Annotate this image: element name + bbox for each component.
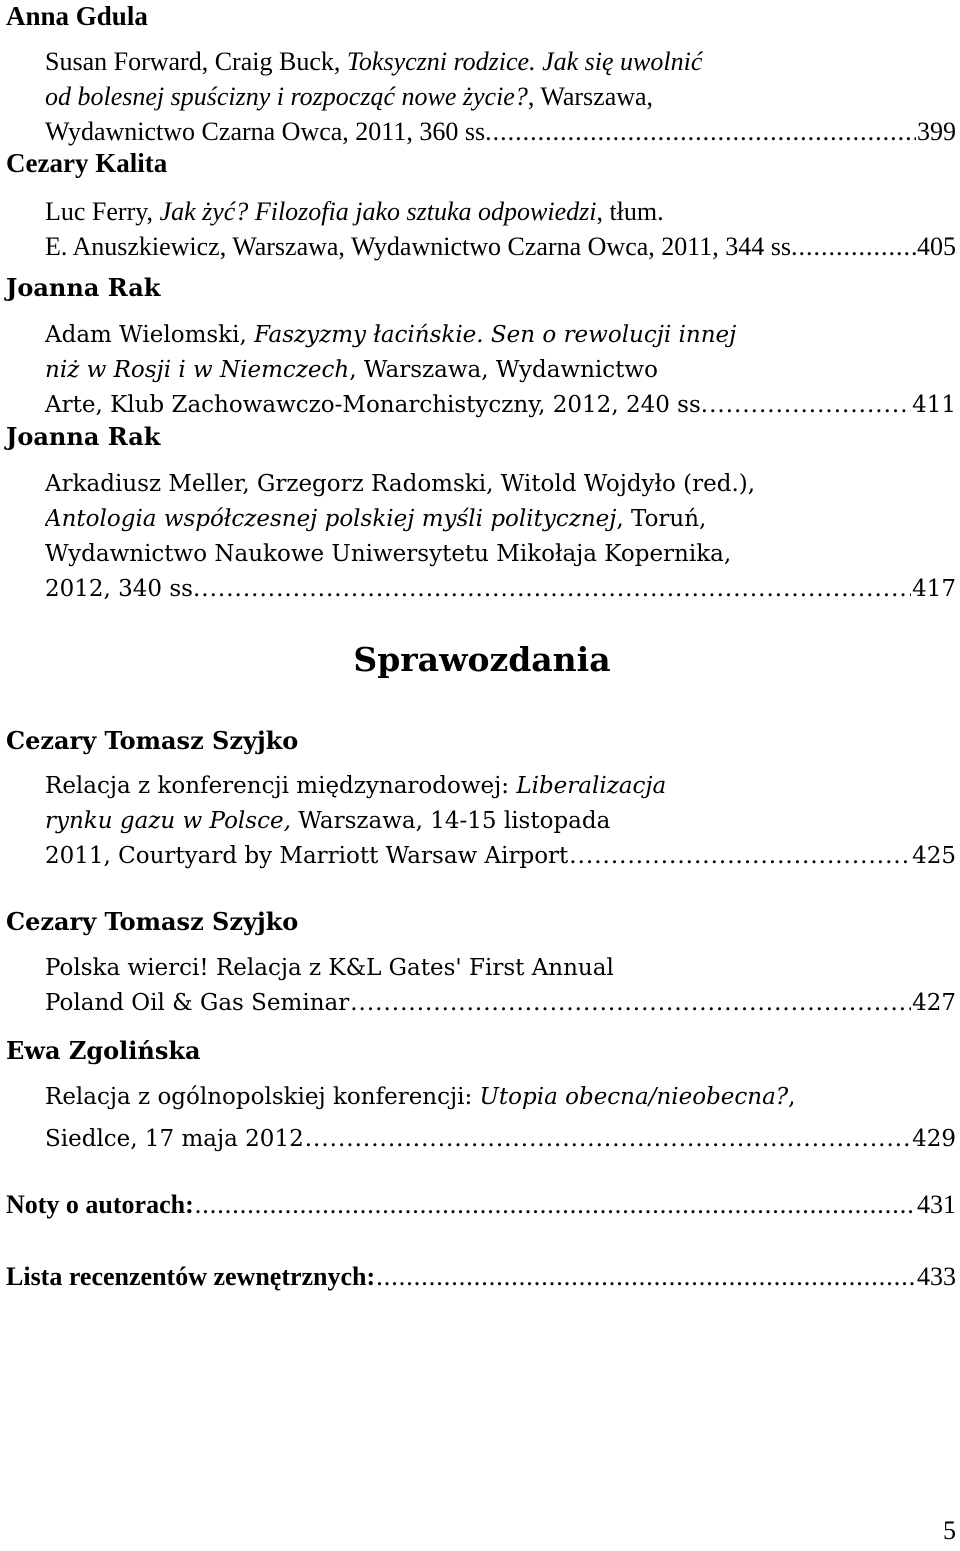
author-name: Ewa Zgolińska: [6, 1036, 201, 1065]
author-name: Joanna Rak: [6, 422, 161, 451]
page-ref: 411: [912, 392, 956, 418]
book-title: Antologia współczesnej polskiej myśli politycznej: [45, 506, 617, 532]
author-name: Anna Gdula: [6, 1, 148, 31]
toc-entry[interactable]: [45, 194, 956, 264]
book-title: od bolesnej spuścizny i rozpocząć nowe życie?: [45, 82, 528, 111]
page-ref: 433: [917, 1262, 956, 1291]
entry-text: Wydawnictwo Czarna Owca, 2011, 360 ss.: [45, 117, 492, 146]
author-name: Cezary Tomasz Szyjko: [6, 907, 299, 936]
book-title: Toksyczni rodzice. Jak się uwolnić: [346, 47, 703, 76]
entry-text: Relacja z ogólnopolskiej konferencji:: [45, 1084, 480, 1110]
dot-leader: [305, 1122, 911, 1157]
entry-text: Poland Oil & Gas Seminar: [45, 990, 350, 1016]
entry-text: Luc Ferry,: [45, 197, 160, 226]
page-ref: 425: [912, 843, 956, 869]
entry-text: , Toruń,: [616, 506, 707, 532]
entry-text: Warszawa, 14-15 listopada: [290, 808, 611, 834]
toc-entry[interactable]: [45, 44, 956, 149]
page-ref: 431: [917, 1190, 956, 1219]
entry-text: E. Anuszkiewicz, Warszawa, Wydawnictwo Czarna Owca, 2011, 344 ss.: [45, 232, 798, 261]
dot-leader: [201, 572, 911, 607]
page-ref: 399: [917, 117, 956, 146]
toc-entry[interactable]: [45, 467, 956, 607]
dot-leader: [195, 1190, 916, 1220]
dot-leader: [709, 388, 911, 423]
entry-text: , Warszawa, Wydawnictwo: [349, 357, 658, 383]
entry-text: 2012, 340 ss.: [45, 576, 201, 602]
dot-leader: [799, 229, 916, 264]
entry-text: Arte, Klub Zachowawczo-Monarchistyczny, 2012, 240 ss.: [45, 392, 709, 418]
page-ref: 427: [912, 990, 956, 1016]
event-title: rynku gazu w Polsce,: [45, 808, 291, 834]
event-title: Liberalizacja: [516, 773, 667, 799]
entry-text: Relacja z konferencji międzynarodowej:: [45, 773, 517, 799]
toc-entry[interactable]: [45, 1080, 956, 1157]
page-number: 5: [943, 1516, 956, 1545]
toc-entry[interactable]: [45, 769, 956, 874]
entry-text: Wydawnictwo Naukowe Uniwersytetu Mikołaja Kopernika,: [45, 541, 732, 567]
dot-leader: [376, 1262, 916, 1292]
book-title: Faszyzmy łacińskie. Sen o rewolucji innej: [254, 322, 737, 348]
section-title: Sprawozdania: [353, 640, 611, 679]
toc-entry-notes[interactable]: [6, 1190, 956, 1220]
page-ref: 429: [912, 1126, 956, 1152]
page-ref: 405: [917, 232, 956, 261]
author-name: Joanna Rak: [6, 273, 161, 302]
author-name: Cezary Kalita: [6, 148, 168, 178]
entry-text: Arkadiusz Meller, Grzegorz Radomski, Witold Wojdyło (red.),: [45, 471, 756, 497]
reviewers-label: Lista recenzentów zewnętrznych:: [6, 1262, 376, 1291]
entry-text: , tłum.: [596, 197, 664, 226]
entry-text: , Warszawa,: [527, 82, 654, 111]
page-ref: 417: [912, 576, 956, 602]
dot-leader: [350, 986, 911, 1021]
entry-text: Susan Forward, Craig Buck,: [45, 47, 347, 76]
dot-leader: [569, 839, 911, 874]
notes-label: Noty o autorach:: [6, 1190, 194, 1219]
event-title: Utopia obecna/nieobecna?: [479, 1084, 789, 1110]
entry-text: ,: [788, 1084, 796, 1110]
book-title: niż w Rosji i w Niemczech: [45, 357, 350, 383]
entry-text: Adam Wielomski,: [45, 322, 255, 348]
toc-entry-reviewers[interactable]: [6, 1262, 956, 1292]
toc-entry[interactable]: [45, 318, 956, 423]
book-title: Jak żyć? Filozofia jako sztuka odpowiedzi: [159, 197, 597, 226]
toc-entry[interactable]: [45, 951, 956, 1021]
entry-text: 2011, Courtyard by Marriott Warsaw Airport: [45, 843, 569, 869]
entry-text: Polska wierci! Relacja z K&L Gates' First Annual: [45, 955, 614, 981]
dot-leader: [493, 114, 916, 149]
entry-text: Siedlce, 17 maja 2012: [45, 1126, 304, 1152]
author-name: Cezary Tomasz Szyjko: [6, 726, 299, 755]
